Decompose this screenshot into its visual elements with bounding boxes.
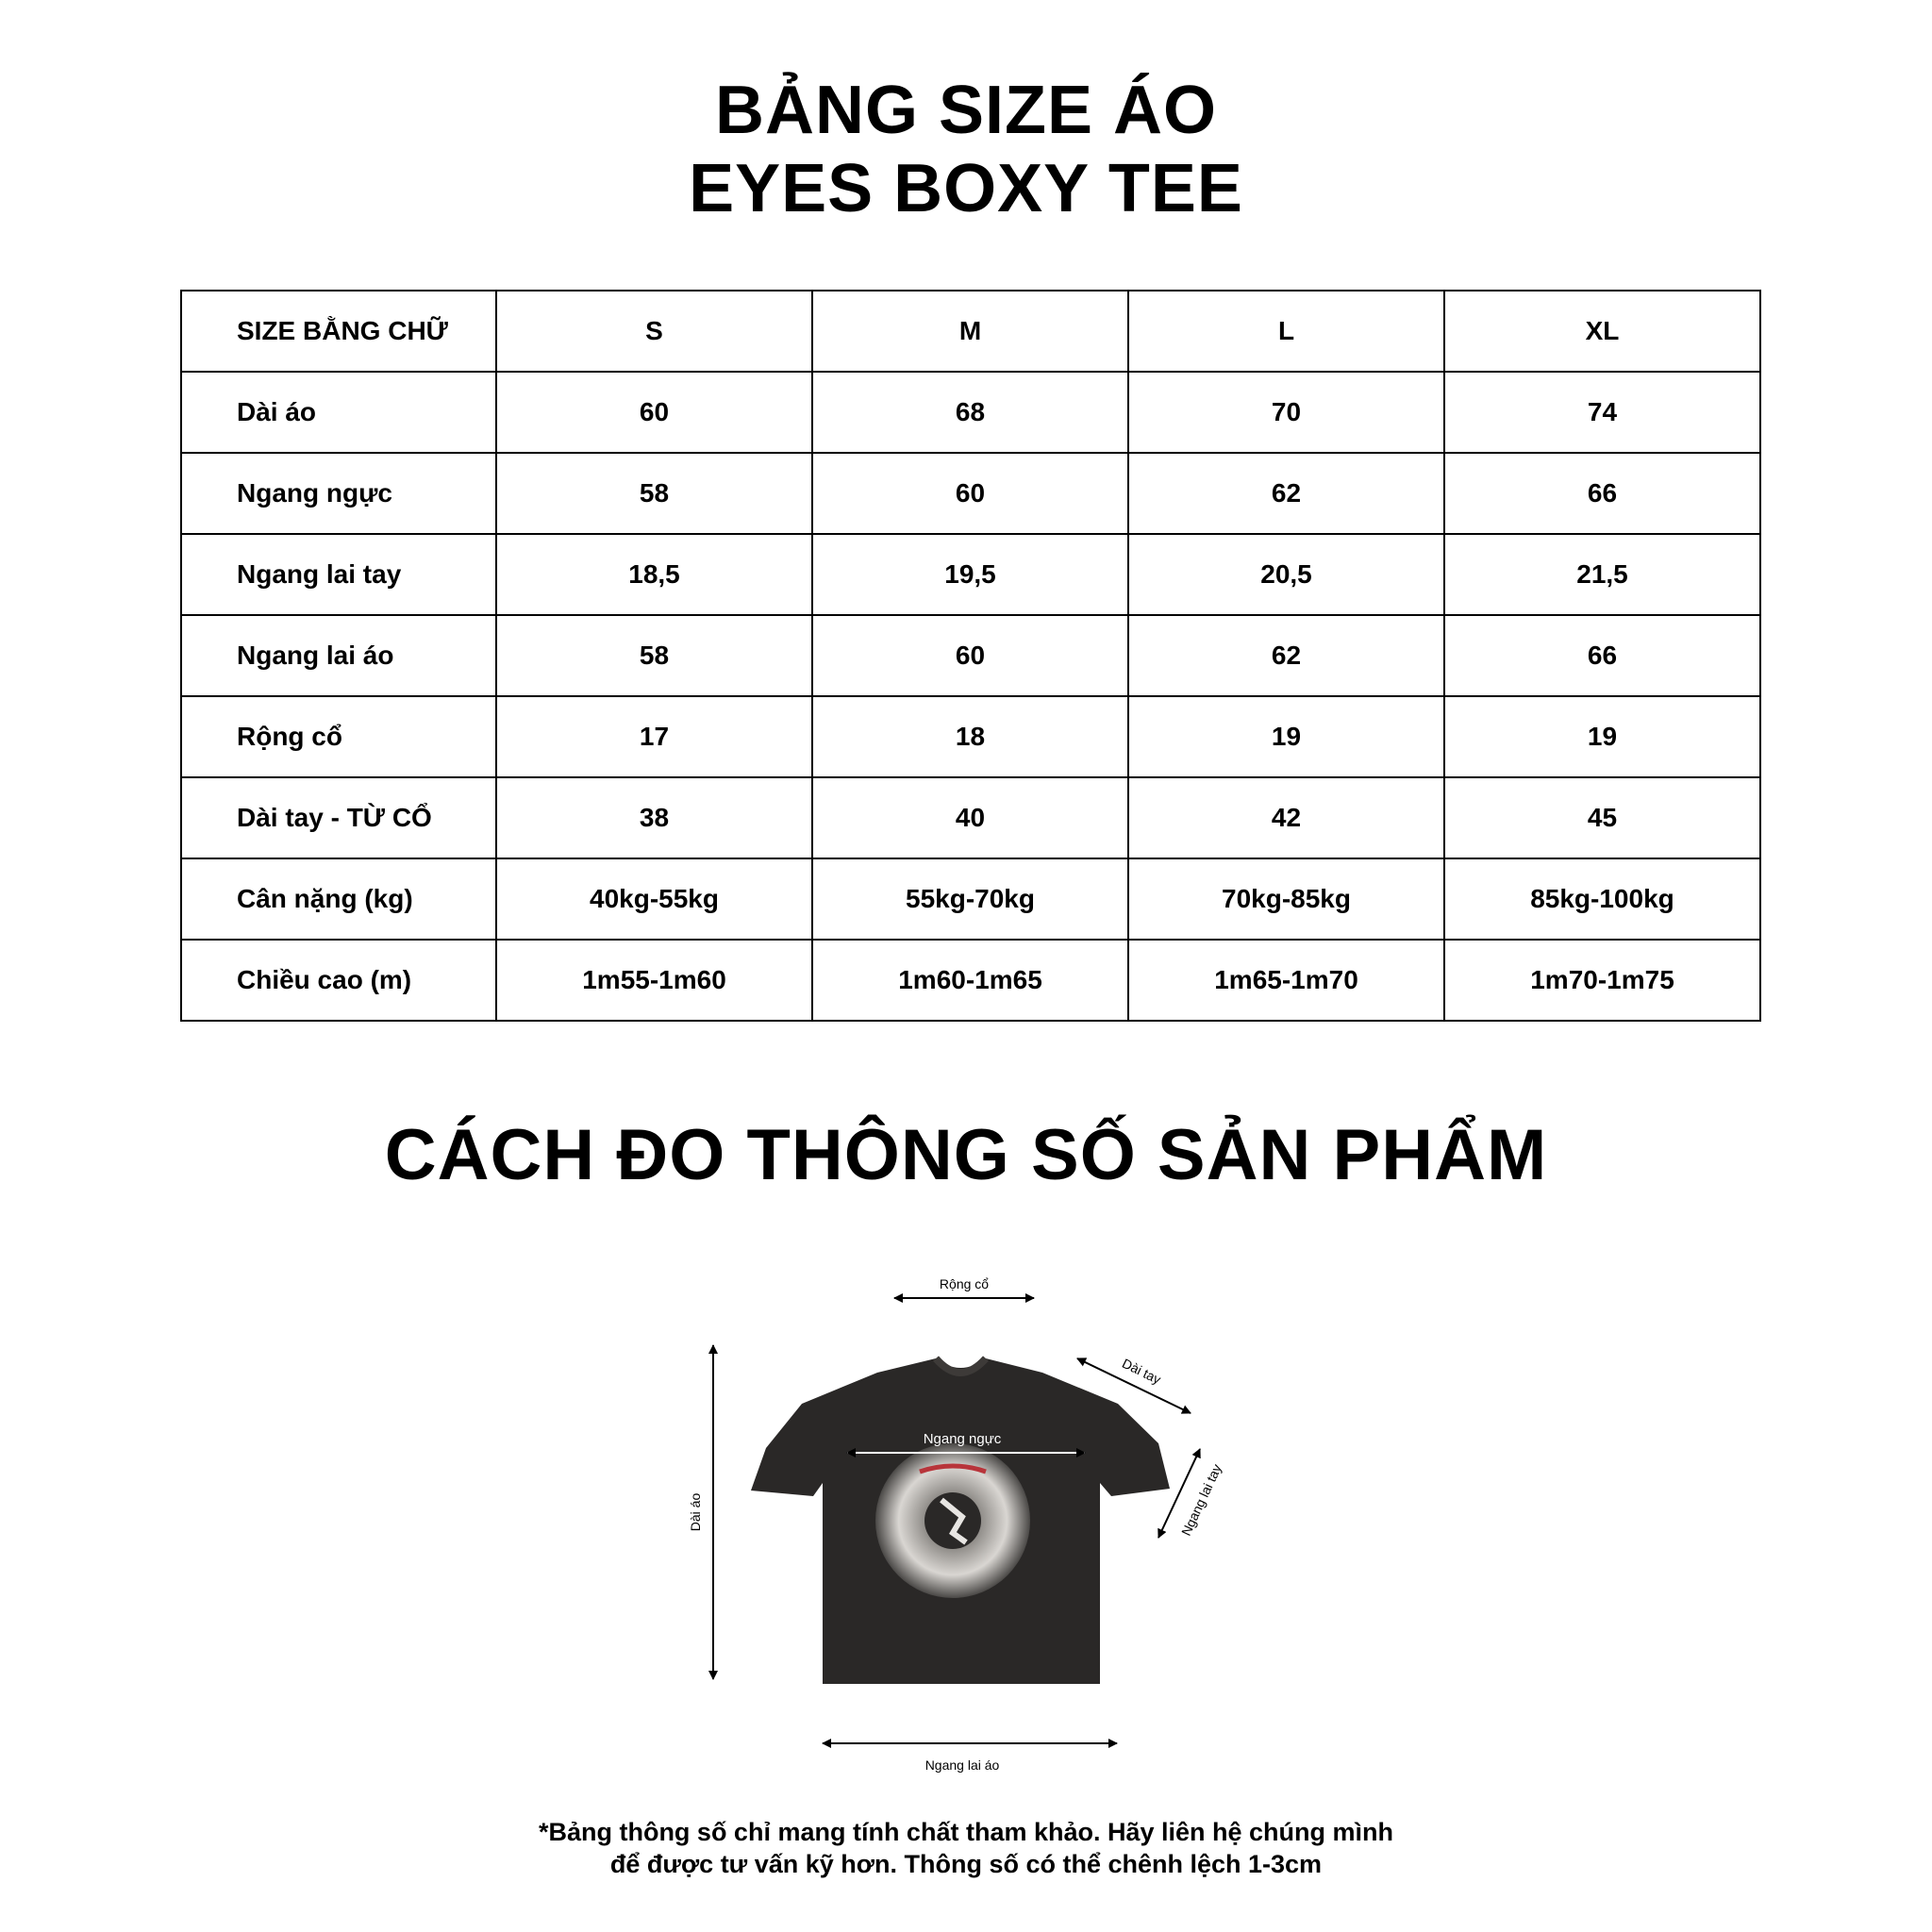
measurement-diagram [0, 1245, 1932, 1792]
table-cell: 19 [1444, 696, 1760, 777]
table-cell: 40kg-55kg [496, 858, 812, 940]
table-cell: 19,5 [812, 534, 1128, 615]
table-cell: 1m70-1m75 [1444, 940, 1760, 1021]
note-line-2: để được tư vấn kỹ hơn. Thông số có thể chênh lệch 1-3cm [609, 1850, 1323, 1878]
table-row [181, 777, 1760, 858]
table-cell: 38 [496, 777, 812, 858]
table-cell: 18,5 [496, 534, 812, 615]
tshirt-illustration [751, 1355, 1170, 1684]
section-title: CÁCH ĐO THÔNG SỐ SẢN PHẨM [384, 1115, 1548, 1195]
table-cell: 40 [812, 777, 1128, 858]
table-cell: 66 [1444, 453, 1760, 534]
table-cell: S [496, 291, 812, 372]
table-cell: 62 [1128, 615, 1444, 696]
row-label: Ngang ngực [181, 453, 496, 534]
table-cell: 21,5 [1444, 534, 1760, 615]
table-row [181, 534, 1760, 615]
table-cell: 68 [812, 372, 1128, 453]
table-cell: 60 [812, 453, 1128, 534]
table-cell: 17 [496, 696, 812, 777]
sleeve-hem-label: Ngang lai tay [1177, 1461, 1224, 1539]
neck-width-label: Rộng cổ [939, 1276, 990, 1291]
table-row [181, 696, 1760, 777]
row-label: Ngang lai áo [181, 615, 496, 696]
note-line-1: *Bảng thông số chỉ mang tính chất tham khảo. Hãy liên hệ chúng mình [538, 1818, 1394, 1846]
sleeve-length-label: Dài tay [1120, 1355, 1164, 1388]
table-header-row [181, 291, 1760, 372]
table-cell: 66 [1444, 615, 1760, 696]
row-label: Dài áo [181, 372, 496, 453]
table-row [181, 615, 1760, 696]
table-cell: M [812, 291, 1128, 372]
table-cell: XL [1444, 291, 1760, 372]
table-cell: 45 [1444, 777, 1760, 858]
table-cell: 1m60-1m65 [812, 940, 1128, 1021]
table-cell: 1m55-1m60 [496, 940, 812, 1021]
body-length-label: Dài áo [688, 1492, 703, 1532]
row-label: Chiều cao (m) [181, 940, 496, 1021]
table-cell: 60 [496, 372, 812, 453]
hem-width-label: Ngang lai áo [924, 1757, 1000, 1773]
row-label: Dài tay - TỪ CỔ [181, 777, 496, 858]
size-table [180, 290, 1761, 1022]
table-row [181, 372, 1760, 453]
table-cell: 85kg-100kg [1444, 858, 1760, 940]
table-cell: L [1128, 291, 1444, 372]
page-title: BẢNG SIZE ÁO [714, 73, 1218, 148]
size-table-body [181, 291, 1760, 1021]
table-row [181, 858, 1760, 940]
row-label: Cân nặng (kg) [181, 858, 496, 940]
table-cell: 19 [1128, 696, 1444, 777]
table-cell: 1m65-1m70 [1128, 940, 1444, 1021]
table-cell: 70 [1128, 372, 1444, 453]
table-cell: 58 [496, 615, 812, 696]
table-cell: 62 [1128, 453, 1444, 534]
chest-width-label: Ngang ngực [923, 1431, 1002, 1447]
product-name: EYES BOXY TEE [689, 151, 1243, 226]
table-cell: 42 [1128, 777, 1444, 858]
table-cell: 74 [1444, 372, 1760, 453]
table-row [181, 940, 1760, 1021]
table-cell: 70kg-85kg [1128, 858, 1444, 940]
table-cell: 58 [496, 453, 812, 534]
table-cell: 60 [812, 615, 1128, 696]
table-cell: 55kg-70kg [812, 858, 1128, 940]
row-label: Rộng cổ [181, 696, 496, 777]
table-cell: 18 [812, 696, 1128, 777]
row-label: SIZE BẰNG CHỮ [181, 291, 496, 372]
table-row [181, 453, 1760, 534]
row-label: Ngang lai tay [181, 534, 496, 615]
table-cell: 20,5 [1128, 534, 1444, 615]
